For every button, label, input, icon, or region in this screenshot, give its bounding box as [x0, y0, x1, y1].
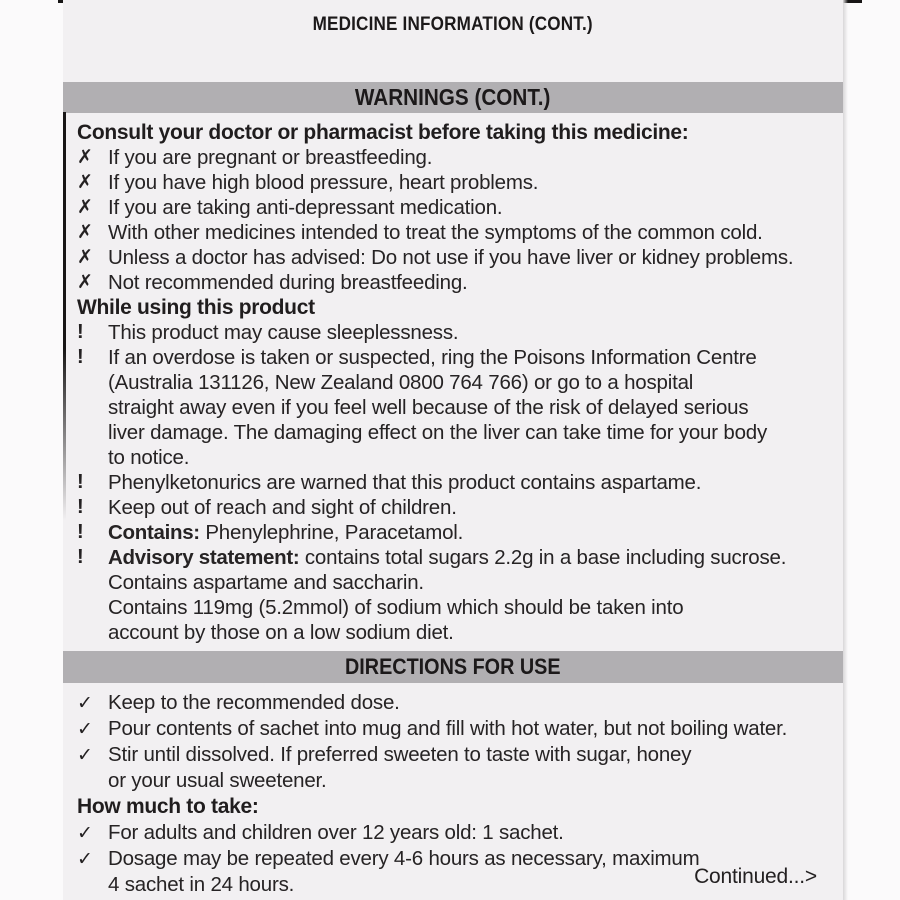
directions-banner-text: DIRECTIONS FOR USE [345, 654, 561, 679]
panel-title [63, 0, 843, 40]
direction-text: or your usual sweetener. [108, 769, 327, 792]
direction-text: Keep to the recommended dose. [108, 691, 400, 714]
direction-item [77, 690, 835, 716]
marker-spacer [77, 620, 108, 645]
caution-item-continuation [77, 420, 835, 445]
advisory-text: Contains 119mg (5.2mmol) of sodium which should be taken into [108, 596, 684, 619]
advisory-text: Contains aspartame and saccharin. [108, 571, 424, 594]
dosage-text: 4 sachet in 24 hours. [108, 873, 295, 896]
advisory-continuation [77, 595, 835, 620]
direction-text: Pour contents of sachet into mug and fill with hot water, but not boiling water. [108, 717, 788, 740]
continued-note: Continued...> [694, 865, 817, 888]
how-much-heading: How much to take: [77, 795, 259, 818]
warning-item [77, 220, 835, 245]
exclamation-icon: ! [77, 321, 84, 343]
caution-item-continuation [77, 445, 835, 470]
marker-spacer [77, 370, 108, 395]
advisory-text [108, 545, 786, 570]
advisory-value: contains total sugars 2.2g in a base including sucrose. [299, 546, 787, 569]
check-icon: ✓ [77, 718, 93, 740]
marker-spacer [77, 445, 108, 470]
warning-text: If you are taking anti-depressant medication. [108, 196, 503, 219]
contains-label: Contains: [108, 521, 200, 544]
contains-value: Phenylephrine, Paracetamol. [199, 521, 464, 544]
advisory-label: Advisory statement: [108, 546, 300, 569]
caution-text: liver damage. The damaging effect on the liver can take time for your body [108, 421, 768, 444]
warning-item [77, 195, 835, 220]
check-icon: ✓ [77, 744, 93, 766]
panel-title-text: MEDICINE INFORMATION (CONT.) [312, 14, 594, 35]
caution-text: This product may cause sleeplessness. [108, 321, 459, 344]
warning-text: Not recommended during breastfeeding. [108, 271, 468, 294]
warning-text: Unless a doctor has advised: Do not use if you have liver or kidney problems. [108, 246, 794, 269]
exclamation-icon: ! [77, 346, 84, 368]
warnings-section [63, 113, 843, 645]
advisory-item [77, 545, 835, 570]
marker-spacer [77, 872, 108, 898]
advisory-continuation [77, 570, 835, 595]
directions-banner [63, 651, 843, 683]
warning-item [77, 270, 835, 295]
exclamation-icon: ! [77, 521, 84, 543]
warning-text: If you are pregnant or breastfeeding. [108, 146, 433, 169]
exclamation-icon: ! [77, 496, 84, 518]
medicine-info-panel [63, 0, 843, 900]
caution-item-continuation [77, 370, 835, 395]
contains-item [77, 520, 835, 545]
marker-spacer [77, 768, 108, 794]
caution-text: Phenylketonurics are warned that this product contains aspartame. [108, 471, 702, 494]
advisory-continuation [77, 620, 835, 645]
warning-text: With other medicines intended to treat the symptoms of the common cold. [108, 221, 763, 244]
panel-right-edge-shadow [843, 0, 848, 900]
check-icon: ✓ [77, 692, 93, 714]
cross-icon: ✗ [77, 221, 93, 243]
marker-spacer [77, 570, 108, 595]
cross-icon: ✗ [77, 246, 93, 268]
caution-text: straight away even if you feel well because of the risk of delayed serious [108, 396, 749, 419]
caution-text: Keep out of reach and sight of children. [108, 496, 457, 519]
warning-item [77, 145, 835, 170]
dosage-item [77, 820, 835, 846]
marker-spacer [77, 420, 108, 445]
caution-text: to notice. [108, 446, 190, 469]
caution-text: If an overdose is taken or suspected, ring the Poisons Information Centre [108, 346, 757, 369]
while-using-heading: While using this product [77, 296, 315, 319]
panel-left-rule [63, 112, 66, 542]
exclamation-icon: ! [77, 546, 84, 568]
contains-text [108, 520, 463, 545]
cross-icon: ✗ [77, 196, 93, 218]
caution-item [77, 470, 835, 495]
cross-icon: ✗ [77, 171, 93, 193]
advisory-text: account by those on a low sodium diet. [108, 621, 454, 644]
caution-item [77, 495, 835, 520]
check-icon: ✓ [77, 822, 93, 844]
warning-text: If you have high blood pressure, heart problems. [108, 171, 539, 194]
warning-item [77, 245, 835, 270]
marker-spacer [77, 595, 108, 620]
dosage-text: Dosage may be repeated every 4-6 hours as necessary, maximum [108, 847, 700, 870]
direction-item [77, 716, 835, 742]
consult-heading: Consult your doctor or pharmacist before taking this medicine: [77, 121, 689, 144]
marker-spacer [77, 395, 108, 420]
warnings-banner [63, 82, 843, 113]
cross-icon: ✗ [77, 271, 93, 293]
direction-item-continuation [77, 768, 835, 794]
caution-text: (Australia 131126, New Zealand 0800 764 766) or go to a hospital [108, 371, 694, 394]
caution-item-continuation [77, 395, 835, 420]
exclamation-icon: ! [77, 471, 84, 493]
caution-item [77, 320, 835, 345]
cross-icon: ✗ [77, 146, 93, 168]
caution-item [77, 345, 835, 370]
warning-item [77, 170, 835, 195]
direction-item [77, 742, 835, 768]
direction-text: Stir until dissolved. If preferred sweeten to taste with sugar, honey [108, 743, 692, 766]
check-icon: ✓ [77, 848, 93, 870]
warnings-banner-text: WARNINGS (CONT.) [355, 84, 551, 110]
dosage-text: For adults and children over 12 years old: 1 sachet. [108, 821, 564, 844]
